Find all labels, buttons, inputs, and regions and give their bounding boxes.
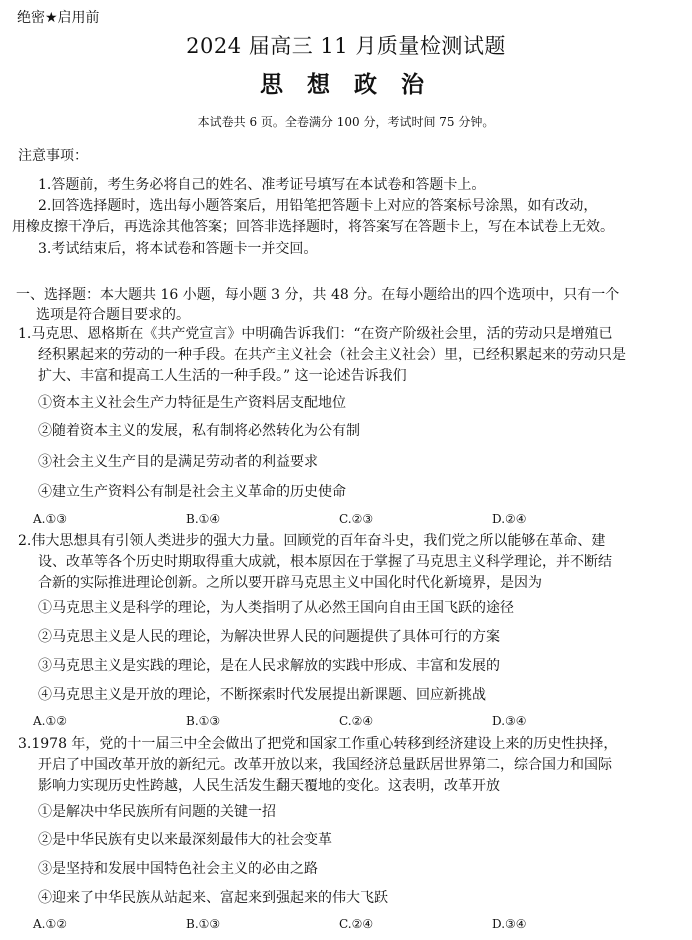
question-1-option: ①资本主义社会生产力特征是生产资料居支配地位	[38, 395, 346, 411]
question-3-choices	[33, 917, 673, 931]
choice-c: C.②④	[339, 917, 374, 931]
question-2-option: ④马克思主义是开放的理论，不断探索时代发展提出新课题、回应新挑战	[38, 687, 486, 703]
note-item: 1.答题前，考生务必将自己的姓名、准考证号填写在本试卷和答题卡上。	[38, 177, 486, 193]
question-3-option: ②是中华民族有史以来最深刻最伟大的社会变革	[38, 832, 332, 848]
question-1-stem: 1.马克思、恩格斯在《共产党宣言》中明确告诉我们：“在资产阶级社会里，活的劳动只是增殖已 经积累起来的劳动的一种手段。在共产主义社会（社会主义社会）里，已经积累起来的劳动只是 扩大、丰富和提高工人生活的一种手段。” 这一论述告诉我们	[18, 326, 626, 384]
note-item: 3.考试结束后，将本试卷和答题卡一并交回。	[38, 241, 318, 257]
choice-d: D.②④	[492, 512, 527, 526]
question-3-stem: 3.1978 年，党的十一届三中全会做出了把党和国家工作重心转移到经济建设上来的历史性抉择， 开启了中国改革开放的新纪元。改革开放以来，我国经济总量跃居世界第二，综合国力和国际 影响力实现历史性跨越，人民生活发生翻天覆地的变化。这表明，改革开放	[18, 736, 618, 794]
choice-b: B.①③	[186, 714, 221, 728]
exam-info: 本试卷共 6 页。全卷满分 100 分，考试时间 75 分钟。	[197, 115, 495, 129]
choice-a: A.①②	[33, 714, 67, 728]
question-1-choices	[33, 512, 673, 526]
secret-label: 绝密★启用前	[17, 10, 100, 26]
choice-b: B.①③	[186, 917, 221, 931]
choice-c: C.②③	[339, 512, 374, 526]
choice-b: B.①④	[186, 512, 221, 526]
choice-d: D.③④	[492, 917, 527, 931]
question-1-option: ②随着资本主义的发展，私有制将必然转化为公有制	[38, 423, 360, 439]
question-1-option: ④建立生产资料公有制是社会主义革命的历史使命	[38, 484, 346, 500]
question-2-option: ②马克思主义是人民的理论，为解决世界人民的问题提供了具体可行的方案	[38, 629, 500, 645]
question-3-option: ③是坚持和发展中国特色社会主义的必由之路	[38, 861, 318, 877]
choice-d: D.③④	[492, 714, 527, 728]
note-item: 2.回答选择题时，选出每小题答案后，用铅笔把答题卡上对应的答案标号涂黑，如有改动， 用橡皮擦干净后，再选涂其他答案；回答非选择题时，将答案写在答题卡上，写在本试卷上无效。	[12, 198, 614, 235]
question-3-option: ①是解决中华民族所有问题的关键一招	[38, 804, 276, 820]
question-2-choices	[33, 714, 673, 728]
question-3-option: ④迎来了中华民族从站起来、富起来到强起来的伟大飞跃	[38, 890, 388, 906]
question-2-option: ①马克思主义是科学的理论，为人类指明了从必然王国向自由王国飞跃的途径	[38, 600, 514, 616]
subject-title: 思 想 政 治	[259, 72, 433, 98]
choice-a: A.①③	[33, 512, 67, 526]
notes-title: 注意事项：	[18, 148, 88, 164]
question-2-option: ③马克思主义是实践的理论，是在人民求解放的实践中形成、丰富和发展的	[38, 658, 500, 674]
exam-title: 2024 届高三 11 月质量检测试题	[186, 34, 506, 58]
section-heading: 一、选择题：本大题共 16 小题，每小题 3 分，共 48 分。在每小题给出的四个选项中，只有一个 选项是符合题目要求的。	[16, 287, 620, 323]
choice-c: C.②④	[339, 714, 374, 728]
question-2-stem: 2.伟大思想具有引领人类进步的强大力量。回顾党的百年奋斗史，我们党之所以能够在革命、建 设、改革等各个历史时期取得重大成就，根本原因在于掌握了马克思主义科学理论，并不断结 合新的实际推进理论创新。之所以要开辟马克思主义中国化时代化新境界，是因为	[18, 533, 612, 591]
question-1-option: ③社会主义生产目的是满足劳动者的利益要求	[38, 454, 318, 470]
choice-a: A.①②	[33, 917, 67, 931]
